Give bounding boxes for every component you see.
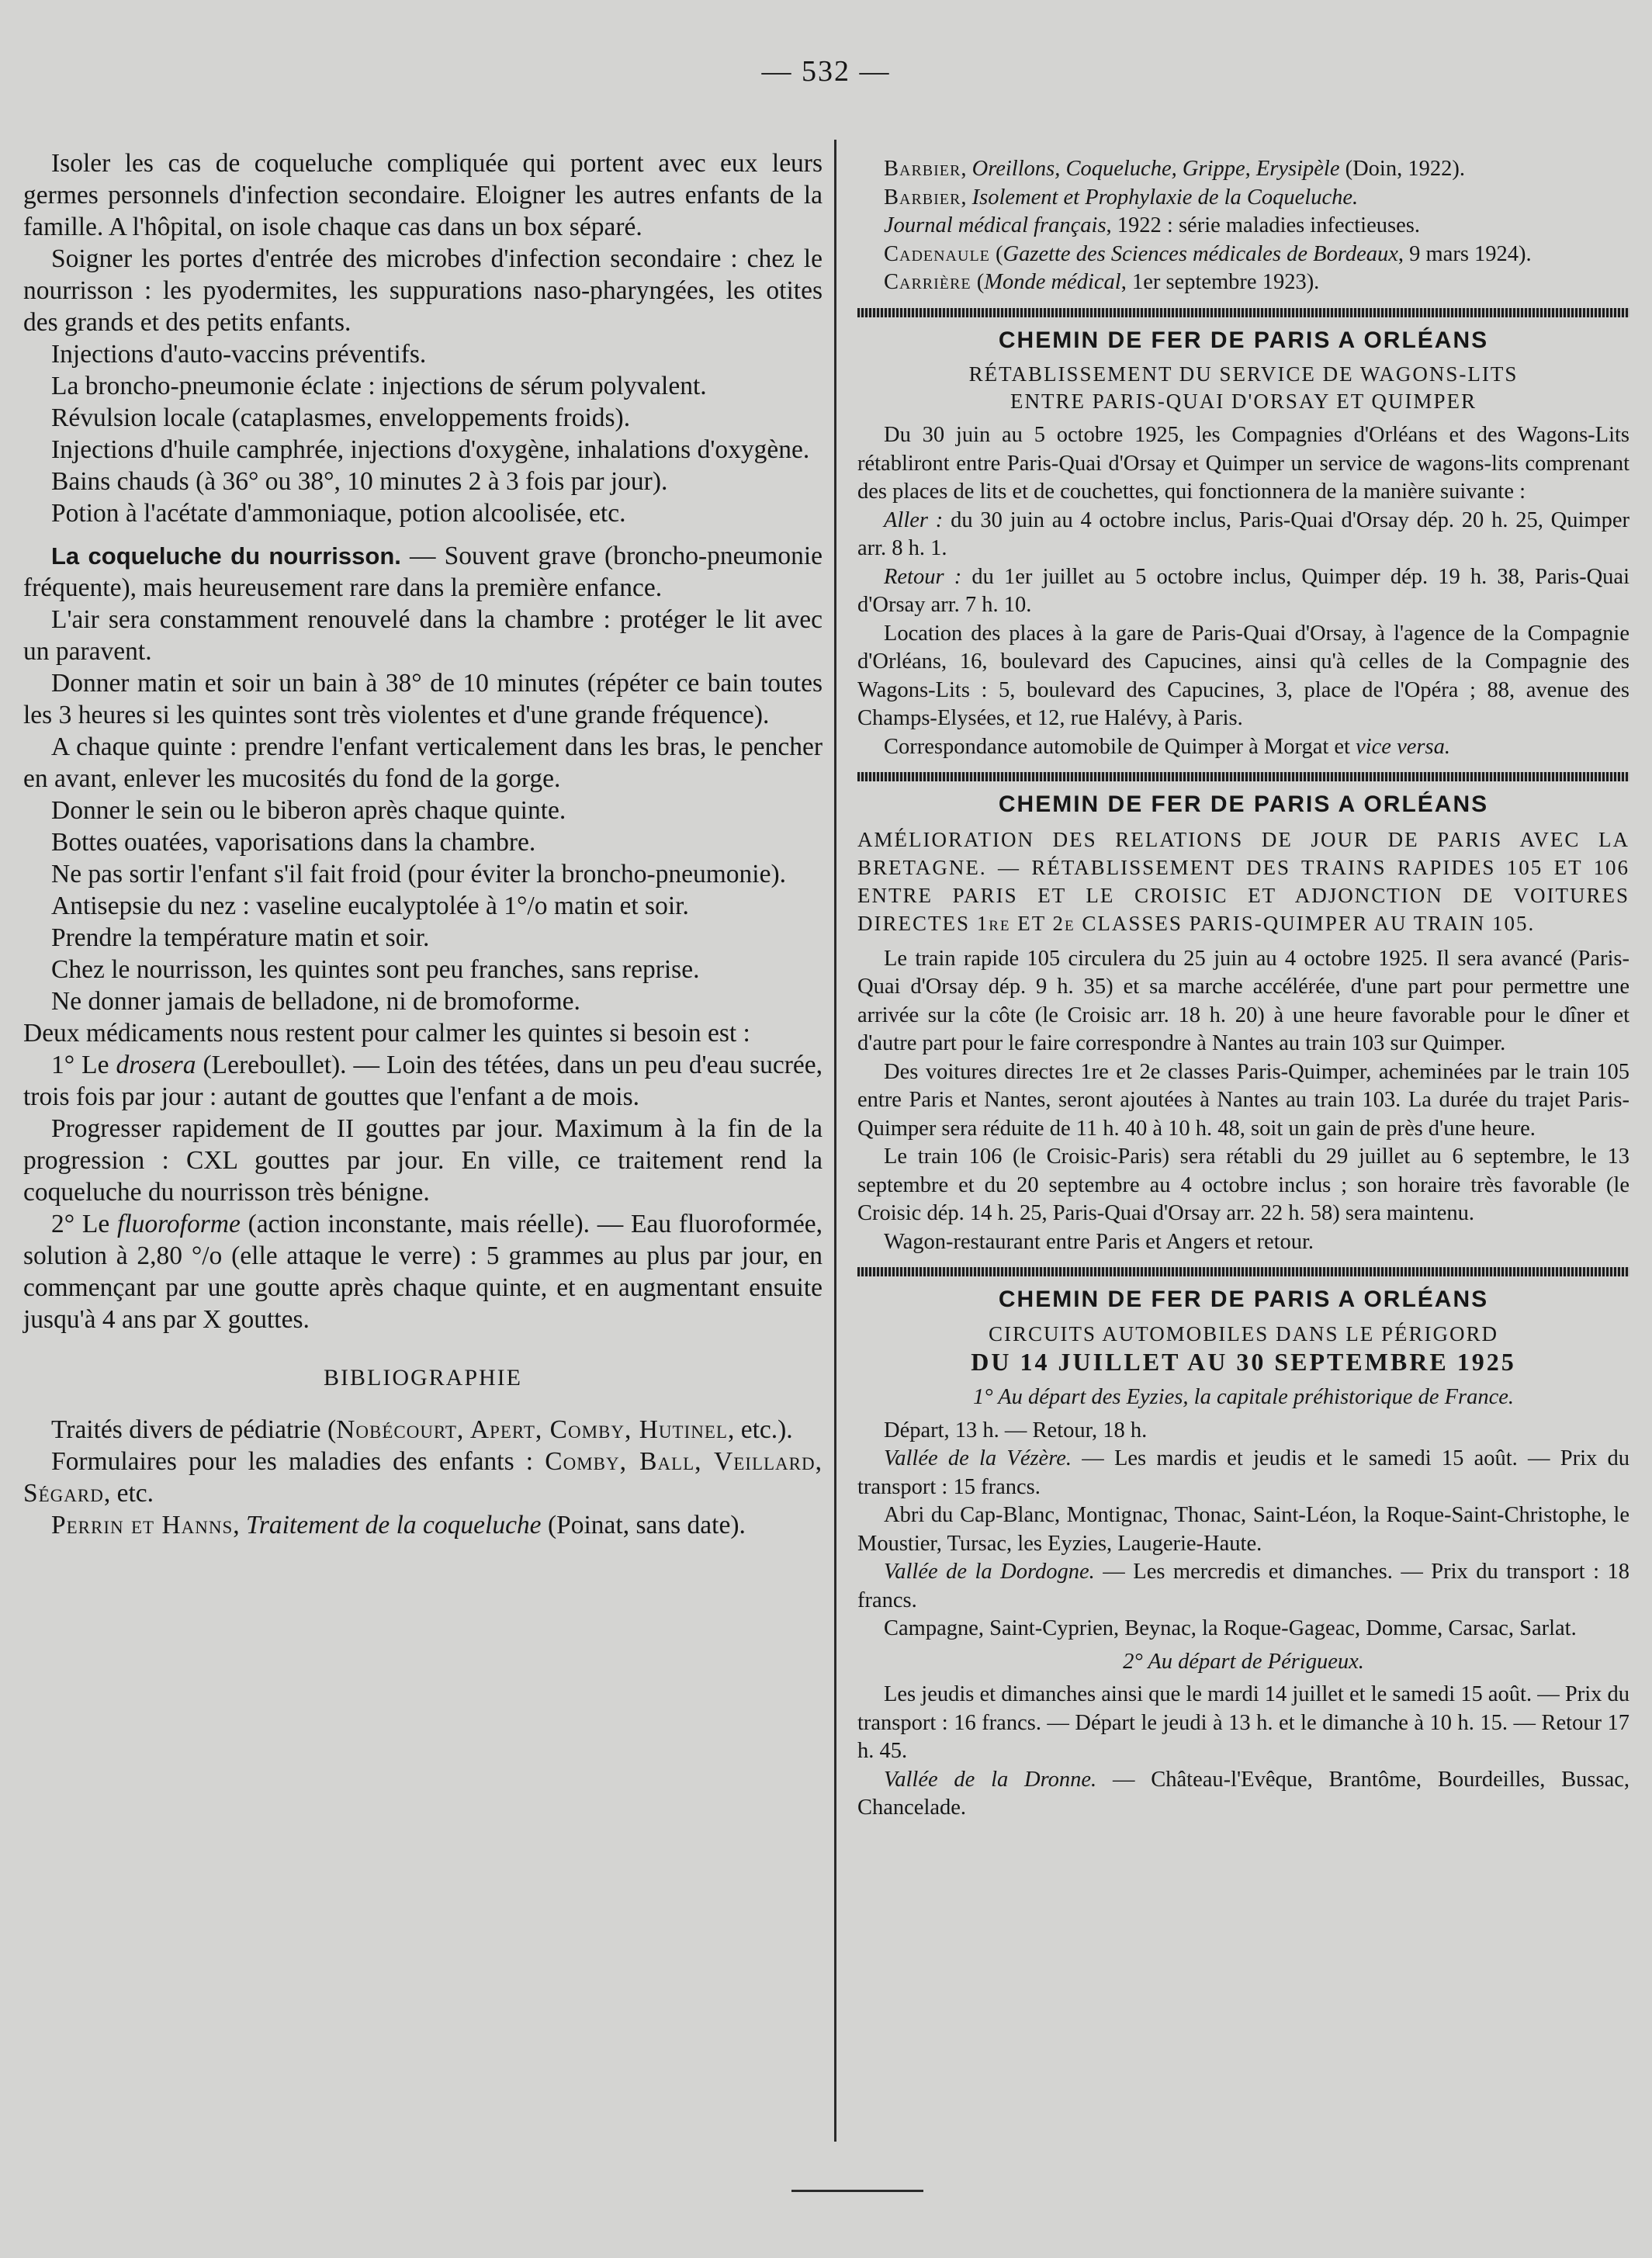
notice-dates: DU 14 JUILLET AU 30 SEPTEMBRE 1925 <box>971 1347 1516 1376</box>
text: ( <box>989 241 1003 266</box>
notice-heading: CHEMIN DE FER DE PARIS A ORLÉANS <box>998 327 1489 353</box>
paragraph: Prendre la température matin et soir. <box>51 923 430 952</box>
author-names: Carrière <box>884 270 971 294</box>
bibliography-entry <box>857 268 1629 297</box>
bibliography-entry <box>857 155 1629 184</box>
text: , etc.). <box>727 1415 793 1444</box>
notice-heading: CHEMIN DE FER DE PARIS A ORLÉANS <box>998 1287 1489 1312</box>
italic-text: Monde médical <box>984 270 1121 294</box>
text: Correspondance automobile de Quimper à Morgat et <box>884 734 1356 759</box>
paragraph: Le train 106 (le Croisic-Paris) sera rétabli du 29 juillet au 6 septembre, le 13 septembre et du 20 septembre au 4 octobre inclus ; son horaire très favorable (le Croisic dép. 14 h. 25, Paris-Quai d'Orsay arr. 22 h. 58) sera maintenu. <box>857 1145 1629 1225</box>
paragraph: Location des places à la gare de Paris-Quai d'Orsay, à l'agence de la Compagnie d'Orléans, 16, boulevard des Capucines, ainsi qu'à celles de la Compagnie des Wagons-Lits : 5, boulevard des Capucines, 3, place de l'Opéra ; 88, avenue des Champs-Elysées, et 12, rue Halévy, à Paris. <box>857 621 1629 730</box>
text: — Souvent grave (broncho-pneumonie fréquente), mais heureusement rare dans la première enfance. <box>23 542 823 602</box>
text: , <box>233 1511 247 1539</box>
paragraph: Ne pas sortir l'enfant s'il fait froid (pour éviter la broncho-pneumonie). <box>51 860 786 888</box>
italic-text: Aller : <box>884 507 944 532</box>
paragraph: Soigner les portes d'entrée des microbes d'infection secondaire : chez le nourrisson : les pyodermites, les suppurations naso-pharyngées, les otites des grands et des petits enfants. <box>23 244 823 337</box>
italic-text: Vallée de la Dordogne. <box>884 1560 1095 1584</box>
paragraph: Les jeudis et dimanches ainsi que le mardi 14 juillet et le samedi 15 août. — Prix du transport : 16 francs. — Départ le jeudi à 13 h. et le dimanche à 10 h. 15. — Retour 17 h. 45. <box>857 1682 1629 1763</box>
italic-text: vice versa. <box>1356 734 1450 759</box>
bibliography-entry <box>857 212 1629 241</box>
paragraph: L'air sera constamment renouvelé dans la chambre : protéger le lit avec un paravent. <box>23 605 823 666</box>
notice-trains-rapides <box>857 791 1629 1256</box>
text: , 1er septembre 1923). <box>1120 270 1320 294</box>
author-names: Comby, Ball, Veillard, Ségard <box>23 1447 823 1508</box>
paragraph: Potion à l'acétate d'ammoniaque, potion alcoolisée, etc. <box>51 499 626 528</box>
section-rule <box>857 772 1629 781</box>
text: (Doin, 1922). <box>1339 157 1465 181</box>
circuit-title: 1° Au départ des Eyzies, la capitale préhistorique de France. <box>972 1385 1515 1409</box>
text: , 1922 : série maladies infectieuses. <box>1106 213 1420 237</box>
paragraph: Bottes ouatées, vaporisations dans la chambre. <box>51 828 536 857</box>
author-names: Barbier <box>884 157 961 181</box>
paragraph: Campagne, Saint-Cyprien, Beynac, la Roque-Gageac, Domme, Carsac, Sarlat. <box>884 1616 1577 1640</box>
paragraph: Antisepsie du nez : vaseline eucalyptolée à 1°/o matin et soir. <box>51 892 689 920</box>
italic-text: Oreillons, Coqueluche, Grippe, Erysipèle <box>971 157 1340 181</box>
paragraph <box>857 733 1629 762</box>
notice-subheading: CIRCUITS AUTOMOBILES DANS LE PÉRIGORD <box>988 1321 1499 1345</box>
italic-text: Vallée de la Vézère. <box>884 1446 1072 1470</box>
paragraph <box>857 507 1629 563</box>
bibliography-continued <box>857 155 1629 297</box>
text: , <box>961 185 972 210</box>
bibliography-entry <box>857 184 1629 213</box>
text: 2° Le <box>51 1210 118 1238</box>
paragraph <box>23 1208 823 1335</box>
paragraph: Injections d'huile camphrée, injections d'oxygène, inhalations d'oxygène. <box>51 435 810 464</box>
paragraph: Abri du Cap-Blanc, Montignac, Thonac, Saint-Léon, la Roque-Saint-Christophe, le Moustier, Tursac, les Eyzies, Laugerie-Haute. <box>857 1503 1629 1556</box>
text: Traités divers de pédiatrie ( <box>51 1415 337 1444</box>
column-divider <box>834 140 836 2142</box>
paragraph: Le train rapide 105 circulera du 25 juin au 4 octobre 1925. Il sera avancé (Paris-Quai d'Orsay dép. 9 h. 35) et sa marche accélérée, d'une part pour permettre une arrivée sur la côte (le Croisic arr. 18 h. 20) à une heure favorable pour le dîner et d'autre part pour le faire correspondre à Nantes au train 103 sur Quimper. <box>857 946 1629 1055</box>
italic-text: fluoroforme <box>117 1210 241 1238</box>
italic-text: Retour : <box>884 564 962 589</box>
paragraph: La broncho-pneumonie éclate : injections de sérum polyvalent. <box>51 372 707 400</box>
italic-text: drosera <box>116 1051 196 1079</box>
section-title: La coqueluche du nourrisson. <box>51 542 401 570</box>
text: , 9 mars 1924). <box>1397 241 1532 266</box>
paragraph <box>23 1049 823 1113</box>
text: , etc. <box>103 1479 154 1508</box>
italic-text: Isolement et Prophylaxie de la Coqueluche. <box>971 185 1359 210</box>
text: du 30 juin au 4 octobre inclus, Paris-Quai d'Orsay dép. 20 h. 25, Quimper arr. 8 h. 1. <box>857 507 1629 560</box>
right-column <box>857 155 1629 1823</box>
footer-rule <box>791 2190 923 2192</box>
paragraph: Isoler les cas de coqueluche compliquée qui portent avec eux leurs germes personnels d'infection secondaire. Eloigner les autres enfants de la famille. A l'hôpital, on isole chaque cas dans un box séparé. <box>23 149 823 241</box>
bibliography-entry <box>857 241 1629 269</box>
paragraph: Chez le nourrisson, les quintes sont peu franches, sans reprise. <box>51 955 700 984</box>
notice-heading: CHEMIN DE FER DE PARIS A ORLÉANS <box>998 791 1489 817</box>
text: — Les mercredis et dimanches. — Prix du transport : 18 francs. <box>857 1560 1629 1612</box>
section-rule <box>857 1267 1629 1276</box>
paragraph: A chaque quinte : prendre l'enfant verticalement dans les bras, le pencher en avant, enlever les mucosités du fond de la gorge. <box>23 732 823 793</box>
left-column <box>23 147 823 1541</box>
text: (action inconstante, mais réelle). — Eau fluoroformée, solution à 2,80 °/o (elle attaque le verre) : 5 grammes au plus par jour, en commençant par une goutte après chaque quinte, et en augmentant ensuite jusqu'à 4 ans par X gouttes. <box>23 1210 823 1334</box>
section-paragraph <box>23 540 823 604</box>
notice-circuits-perigord <box>857 1286 1629 1823</box>
paragraph: Progresser rapidement de II gouttes par jour. Maximum à la fin de la progression : CXL gouttes par jour. En ville, ce traitement rend la coqueluche du nourrisson très bénigne. <box>23 1114 823 1207</box>
paragraph: Bains chauds (à 36° ou 38°, 10 minutes 2 à 3 fois par jour). <box>51 467 668 496</box>
text: du 1er juillet au 5 octobre inclus, Quimper dép. 19 h. 38, Paris-Quai d'Orsay arr. 7 h. 10. <box>857 564 1629 617</box>
section-rule <box>857 308 1629 317</box>
circuit-title: 2° Au départ de Périgueux. <box>1123 1649 1364 1674</box>
paragraph: Donner le sein ou le biberon après chaque quinte. <box>51 796 566 825</box>
paragraph: Départ, 13 h. — Retour, 18 h. <box>884 1418 1148 1442</box>
text: , <box>961 157 972 181</box>
notice-subheading: AMÉLIORATION DES RELATIONS DE JOUR DE PARIS AVEC LA BRETAGNE. — RÉTABLISSEMENT DES TRAINS RAPIDES 105 ET 106 ENTRE PARIS ET LE CROISIC ET ADJONCTION DE VOITURES DIRECTES 1re ET 2e CLASSES PARIS-QUIMPER AU TRAIN 105. <box>857 827 1629 935</box>
notice-subheading: RÉTABLISSEMENT DU SERVICE DE WAGONS-LITS <box>968 362 1519 386</box>
author-names: Cadenaule <box>884 241 990 266</box>
paragraph <box>857 1766 1629 1823</box>
italic-text: Traitement de la coqueluche <box>246 1511 542 1539</box>
notice-wagons-lits <box>857 327 1629 762</box>
text: ( <box>971 270 985 294</box>
author-names: Nobécourt, Apert, Comby, Hutinel <box>336 1415 728 1444</box>
author-names: Barbier <box>884 185 961 210</box>
text: — Les mardis et jeudis et le samedi 15 août. — Prix du transport : 15 francs. <box>857 1446 1629 1499</box>
bibliography-entry <box>23 1446 823 1509</box>
paragraph: Injections d'auto-vaccins préventifs. <box>51 340 427 369</box>
paragraph: Ne donner jamais de belladone, ni de bromoforme. <box>51 987 580 1016</box>
text: (Lereboullet). — Loin des tétées, dans un peu d'eau sucrée, trois fois par jour : autant de gouttes que l'enfant a de mois. <box>23 1051 823 1111</box>
paragraph: Du 30 juin au 5 octobre 1925, les Compagnies d'Orléans et des Wagons-Lits rétabliront entre Paris-Quai d'Orsay et Quimper un service de wagons-lits comprenant des places de lits et de couchettes, qui fonctionnera de la manière suivante : <box>857 423 1629 504</box>
paragraph: Deux médicaments nous restent pour calmer les quintes si besoin est : <box>23 1019 750 1048</box>
page-number: — 532 — <box>761 55 891 88</box>
italic-text: Journal médical français <box>884 213 1107 237</box>
bibliography-entry <box>23 1414 823 1446</box>
italic-text: Gazette des Sciences médicales de Bordeaux <box>1003 241 1398 266</box>
notice-subheading: ENTRE PARIS-QUAI D'ORSAY ET QUIMPER <box>1010 390 1477 413</box>
text: Formulaires pour les maladies des enfants : <box>51 1447 545 1476</box>
paragraph <box>857 1558 1629 1615</box>
italic-text: Vallée de la Dronne. <box>884 1767 1097 1792</box>
bibliography-title: BIBLIOGRAPHIE <box>324 1365 522 1390</box>
text: — Château-l'Evêque, Brantôme, Bourdeilles, Bussac, Chancelade. <box>857 1767 1629 1820</box>
paragraph: Donner matin et soir un bain à 38° de 10 minutes (répéter ce bain toutes les 3 heures si les quintes sont très violentes et d'une grande fréquence). <box>23 669 823 729</box>
text: (Poinat, sans date). <box>541 1511 746 1539</box>
paragraph <box>857 563 1629 620</box>
text: 1° Le <box>51 1051 116 1079</box>
author-names: Perrin et Hanns <box>51 1511 234 1539</box>
paragraph: Révulsion locale (cataplasmes, enveloppements froids). <box>51 403 631 432</box>
paragraph <box>857 1445 1629 1501</box>
bibliography-entry <box>23 1509 823 1541</box>
paragraph: Wagon-restaurant entre Paris et Angers et retour. <box>884 1229 1314 1254</box>
paragraph: Des voitures directes 1re et 2e classes Paris-Quimper, acheminées par le train 105 entre Paris et Nantes, seront ajoutées à Nantes au train 103. La durée du trajet Paris-Quimper sera réduite de 11 h. 40 à 10 h. 48, soit un gain de près d'une heure. <box>857 1059 1629 1141</box>
